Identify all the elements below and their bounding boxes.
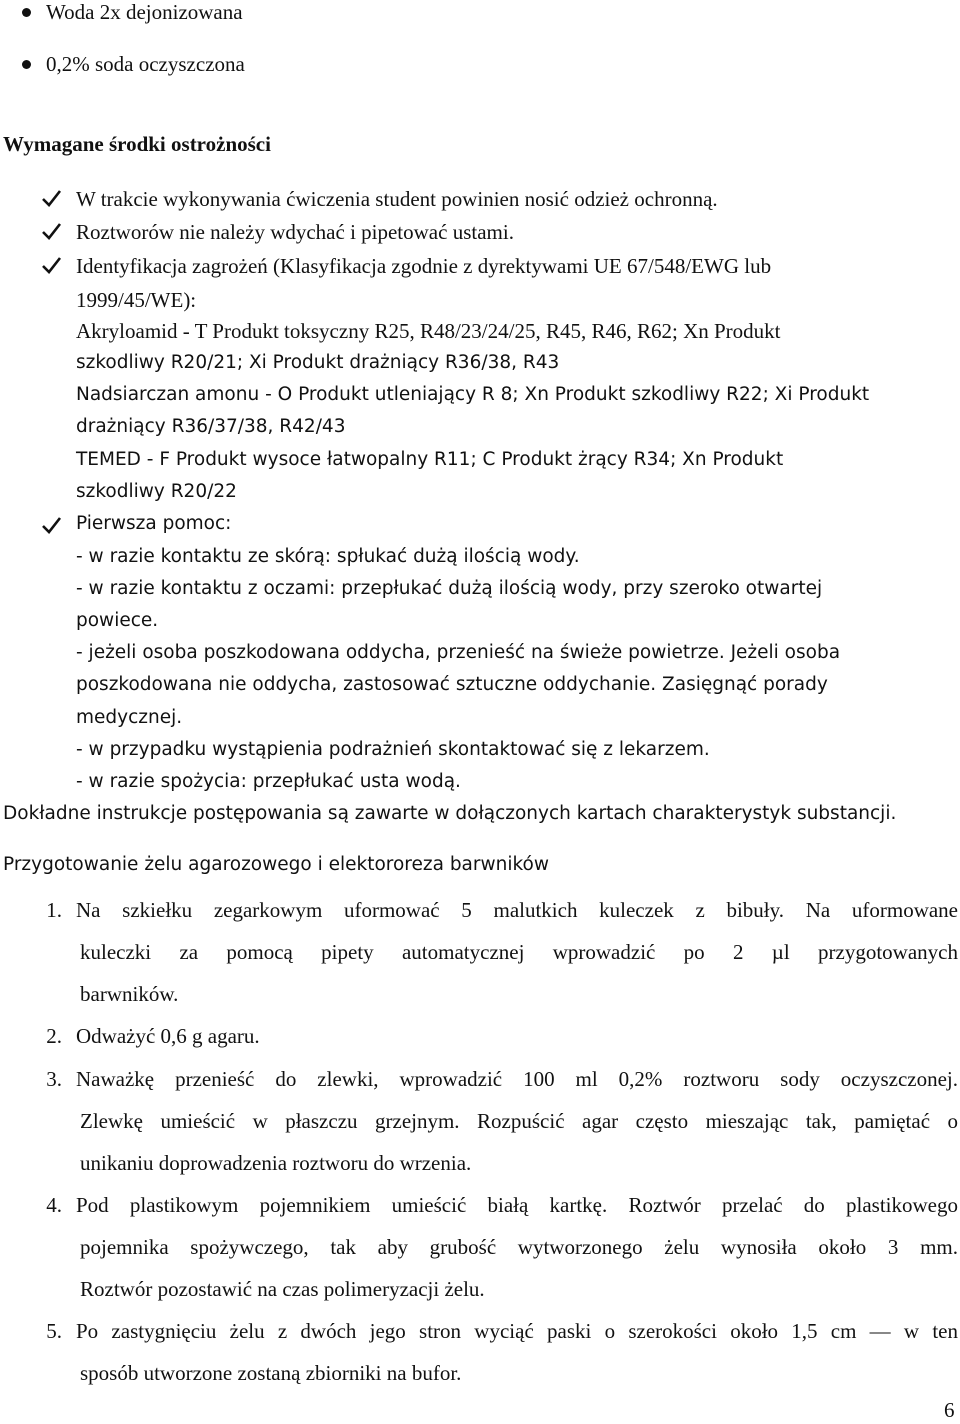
step-line: Odważyć 0,6 g agaru.	[76, 1024, 260, 1048]
precaution-item: Identyfikacja zagrożeń (Klasyfikacja zgodnie z dyrektywami UE 67/548/EWG lub	[76, 254, 772, 278]
checkmark-icon	[40, 220, 62, 242]
first-aid-line: - w przypadku wystąpienia podrażnień skontaktować się z lekarzem.	[76, 739, 710, 760]
checkmark-icon	[40, 187, 62, 209]
bullet-dot	[22, 8, 31, 17]
first-aid-line: - w razie kontaktu z oczami: przepłukać dużą ilością wody, przy szeroko otwartej	[76, 578, 823, 599]
hazard-line: 1999/45/WE):	[76, 288, 197, 312]
step-number: 4.	[46, 1193, 62, 1217]
step-line: Pod plastikowym pojemnikiem umieścić białą kartkę. Roztwór przelać do plastikowego	[76, 1193, 958, 1217]
precaution-item: Pierwsza pomoc:	[76, 513, 232, 534]
first-aid-line: - w razie kontaktu ze skórą: spłukać dużą ilością wody.	[76, 546, 580, 567]
reagent-item: 0,2% soda oczyszczona	[46, 52, 245, 76]
hazard-line: szkodliwy R20/21; Xi Produkt drażniący R36/38, R43	[76, 352, 560, 373]
step-line: unikaniu doprowadzenia roztworu do wrzenia.	[80, 1151, 472, 1175]
first-aid-line: - jeżeli osoba poszkodowana oddycha, przenieść na świeże powietrze. Jeżeli osoba	[76, 642, 841, 663]
hazard-line: TEMED - F Produkt wysoce łatwopalny R11; C Produkt żrący R34; Xn Produkt	[76, 449, 784, 470]
step-line: Naważkę przenieść do zlewki, wprowadzić 100 ml 0,2% roztworu sody oczyszczonej.	[76, 1067, 958, 1091]
precaution-item: W trakcie wykonywania ćwiczenia student powinien nosić odzież ochronną.	[76, 187, 718, 211]
step-line: kuleczki za pomocą pipety automatycznej wprowadzić po 2 µl przygotowanych	[80, 940, 958, 964]
first-aid-line: powiece.	[76, 610, 159, 631]
step-line: Po zastygnięciu żelu z dwóch jego stron wyciąć paski o szerokości około 1,5 cm — w ten	[76, 1319, 958, 1343]
page-number: 6	[944, 1398, 955, 1422]
hazard-line: Nadsiarczan amonu - O Produkt utleniający R 8; Xn Produkt szkodliwy R22; Xi Produkt	[76, 384, 870, 405]
reagent-item: Woda 2x dejonizowana	[46, 0, 243, 24]
step-number: 5.	[46, 1319, 62, 1343]
section-heading: Przygotowanie żelu agarozowego i elektororeza barwników	[3, 854, 550, 875]
first-aid-line: - w razie spożycia: przepłukać usta wodą.	[76, 771, 461, 792]
first-aid-line: poszkodowana nie oddycha, zastosować sztuczne oddychanie. Zasięgnąć porady	[76, 674, 828, 695]
checkmark-icon	[40, 514, 62, 536]
step-line: Zlewkę umieścić w płaszczu grzejnym. Rozpuścić agar często mieszając tak, pamiętać o	[80, 1109, 958, 1133]
precaution-item: Roztworów nie należy wdychać i pipetować ustami.	[76, 220, 514, 244]
first-aid-line: medycznej.	[76, 707, 183, 728]
hazard-line: drażniący R36/37/38, R42/43	[76, 416, 346, 437]
hazard-line: Akryloamid - T Produkt toksyczny R25, R48/23/24/25, R45, R46, R62; Xn Produkt	[76, 319, 781, 343]
section-heading: Wymagane środki ostrożności	[3, 132, 271, 156]
checkmark-icon	[40, 254, 62, 276]
instructions-note: Dokładne instrukcje postępowania są zawarte w dołączonych kartach charakterystyk substancji.	[3, 803, 897, 824]
bullet-dot	[22, 60, 31, 69]
step-line: Na szkiełku zegarkowym uformować 5 malutkich kuleczek z bibuły. Na uformowane	[76, 898, 958, 922]
step-line: sposób utworzone zostaną zbiorniki na bufor.	[80, 1361, 462, 1385]
step-line: pojemnika spożywczego, tak aby grubość wytworzonego żelu wynosiła około 3 mm.	[80, 1235, 958, 1259]
step-number: 2.	[46, 1024, 62, 1048]
hazard-line: szkodliwy R20/22	[76, 481, 237, 502]
step-number: 1.	[46, 898, 62, 922]
step-line: Roztwór pozostawić na czas polimeryzacji żelu.	[80, 1277, 485, 1301]
step-line: barwników.	[80, 982, 179, 1006]
step-number: 3.	[46, 1067, 62, 1091]
